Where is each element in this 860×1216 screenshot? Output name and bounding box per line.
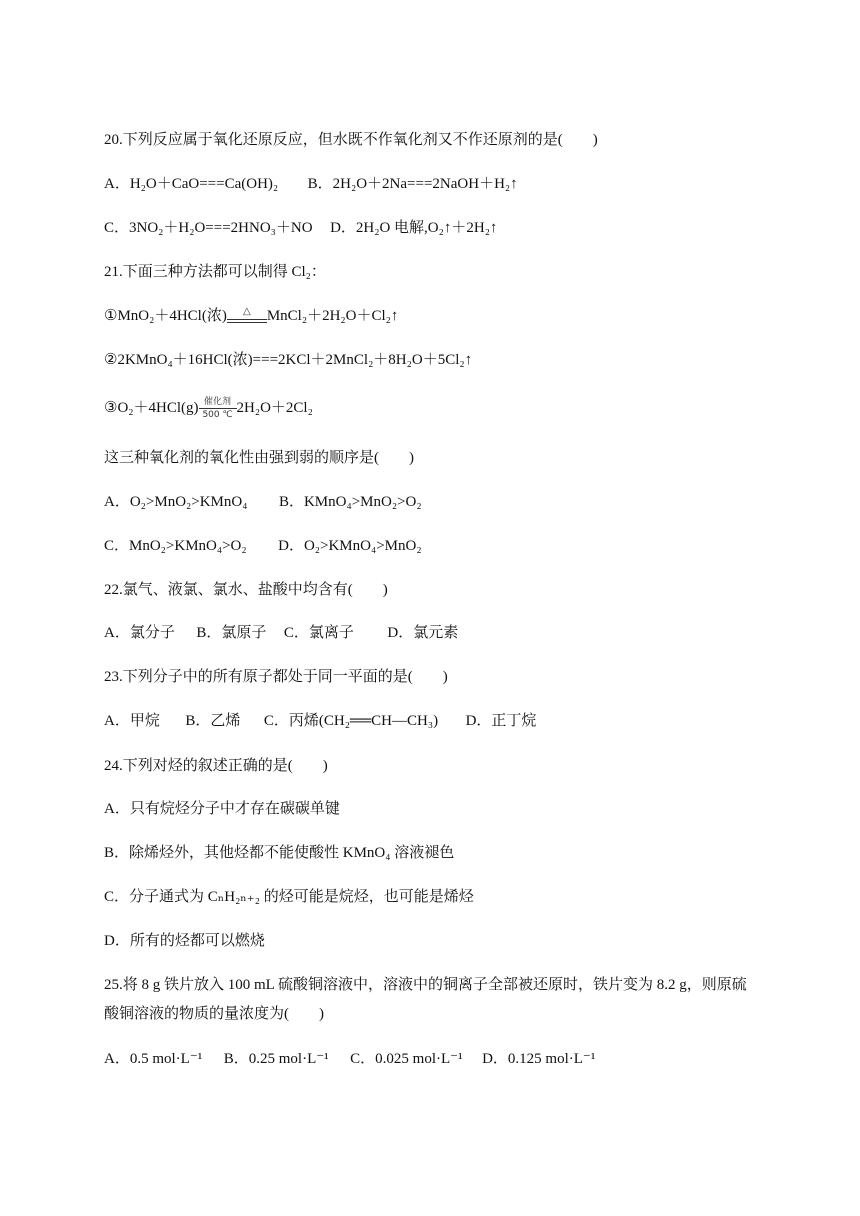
q20-option-d: D．2H₂O 电解,O₂↑＋2H₂↑ (330, 220, 498, 236)
q21-stem: 21.下面三种方法都可以制得 Cl₂： (104, 264, 326, 280)
q21-method-3 (104, 398, 313, 419)
q23-options (104, 711, 536, 731)
q21-options-row1 (104, 492, 422, 512)
q25-option-c: C．0.025 mol·L⁻¹ (350, 1051, 463, 1067)
q22-option-b: B．氯原子 (196, 625, 267, 641)
q25-option-a: A．0.5 mol·L⁻¹ (104, 1051, 203, 1067)
q21-question: 这三种氧化剂的氧化性由强到弱的顺序是( ) (104, 450, 414, 466)
q20-options-row2 (104, 218, 497, 238)
q21-options-row2 (104, 536, 422, 556)
q25-stem-line1: 25.将 8 g 铁片放入 100 mL 硫酸铜溶液中，溶液中的铜离子全部被还原时，铁片变为 8.2 g，则原硫 (104, 977, 747, 993)
catalyst-label: 催化剂 (204, 396, 232, 407)
q21-method-1 (104, 306, 398, 327)
heating-arrow-icon: △ (227, 307, 267, 327)
q20-option-a: A．H₂O＋CaO===Ca(OH)₂ (104, 176, 279, 192)
q20-option-c: C．3NO₂＋H₂O===2HNO₃＋NO (104, 220, 313, 236)
q23-option-c: C．丙烯(CH₂══CH—CH₃) (263, 713, 439, 729)
q24-option-b: B．除烯烃外，其他烃都不能使酸性 KMnO₄ 溶液褪色 (104, 845, 455, 861)
q21-option-d: D．O₂>KMnO₄>MnO₂ (278, 538, 422, 554)
catalyst-arrow-icon (199, 396, 237, 420)
q22-option-d: D．氯元素 (387, 625, 459, 641)
q21-option-a: A．O₂>MnO₂>KMnO₄ (104, 494, 248, 510)
q21-option-b: B．KMnO₄>MnO₂>O₂ (278, 494, 422, 510)
q22-option-c: C．氯离子 (283, 625, 354, 641)
q21-method-3-reactants: ③O₂＋4HCl(g) (104, 400, 199, 416)
q25-option-d: D．0.125 mol·L⁻¹ (482, 1051, 596, 1067)
q24-stem: 24.下列对烃的叙述正确的是( ) (104, 758, 328, 774)
q21-method-3-products: 2H₂O＋2Cl₂ (236, 400, 313, 416)
q20-option-b: B．2H₂O＋2Na===2NaOH＋H₂↑ (307, 176, 518, 192)
q22-stem: 22.氯气、液氯、氯水、盐酸中均含有( ) (104, 582, 388, 598)
q24-option-a: A．只有烷烃分子中才存在碳碳单键 (104, 801, 340, 817)
q25-options (104, 1049, 595, 1069)
q21-method-1-products: MnCl₂＋2H₂O＋Cl₂↑ (266, 308, 399, 324)
q23-option-b: B．乙烯 (185, 713, 241, 729)
q23-option-d: D．正丁烷 (465, 713, 537, 729)
q24-option-c: C．分子通式为 CₙH₂ₙ₊₂ 的烃可能是烷烃，也可能是烯烃 (104, 889, 474, 905)
q21-method-1-reactants: ①MnO₂＋4HCl(浓) (104, 308, 227, 324)
q22-options (104, 623, 458, 643)
q21-method-2: ②2KMnO₄＋16HCl(浓)===2KCl＋2MnCl₂＋8H₂O＋5Cl₂↑ (104, 352, 473, 368)
q25-option-b: B．0.25 mol·L⁻¹ (223, 1051, 329, 1067)
q23-stem: 23.下列分子中的所有原子都处于同一平面的是( ) (104, 669, 448, 685)
q21-option-c: C．MnO₂>KMnO₄>O₂ (104, 538, 247, 554)
q20-options-row1 (104, 174, 518, 194)
temperature-label: 500 ℃ (202, 409, 233, 420)
q23-option-a: A．甲烷 (104, 713, 160, 729)
q25-stem-line2: 酸铜溶液的物质的量浓度为( ) (104, 1006, 324, 1022)
q22-option-a: A．氯分子 (104, 625, 175, 641)
q20-stem: 20.下列反应属于氧化还原反应，但水既不作氧化剂又不作还原剂的是( ) (104, 132, 598, 148)
q24-option-d: D．所有的烃都可以燃烧 (104, 933, 265, 949)
